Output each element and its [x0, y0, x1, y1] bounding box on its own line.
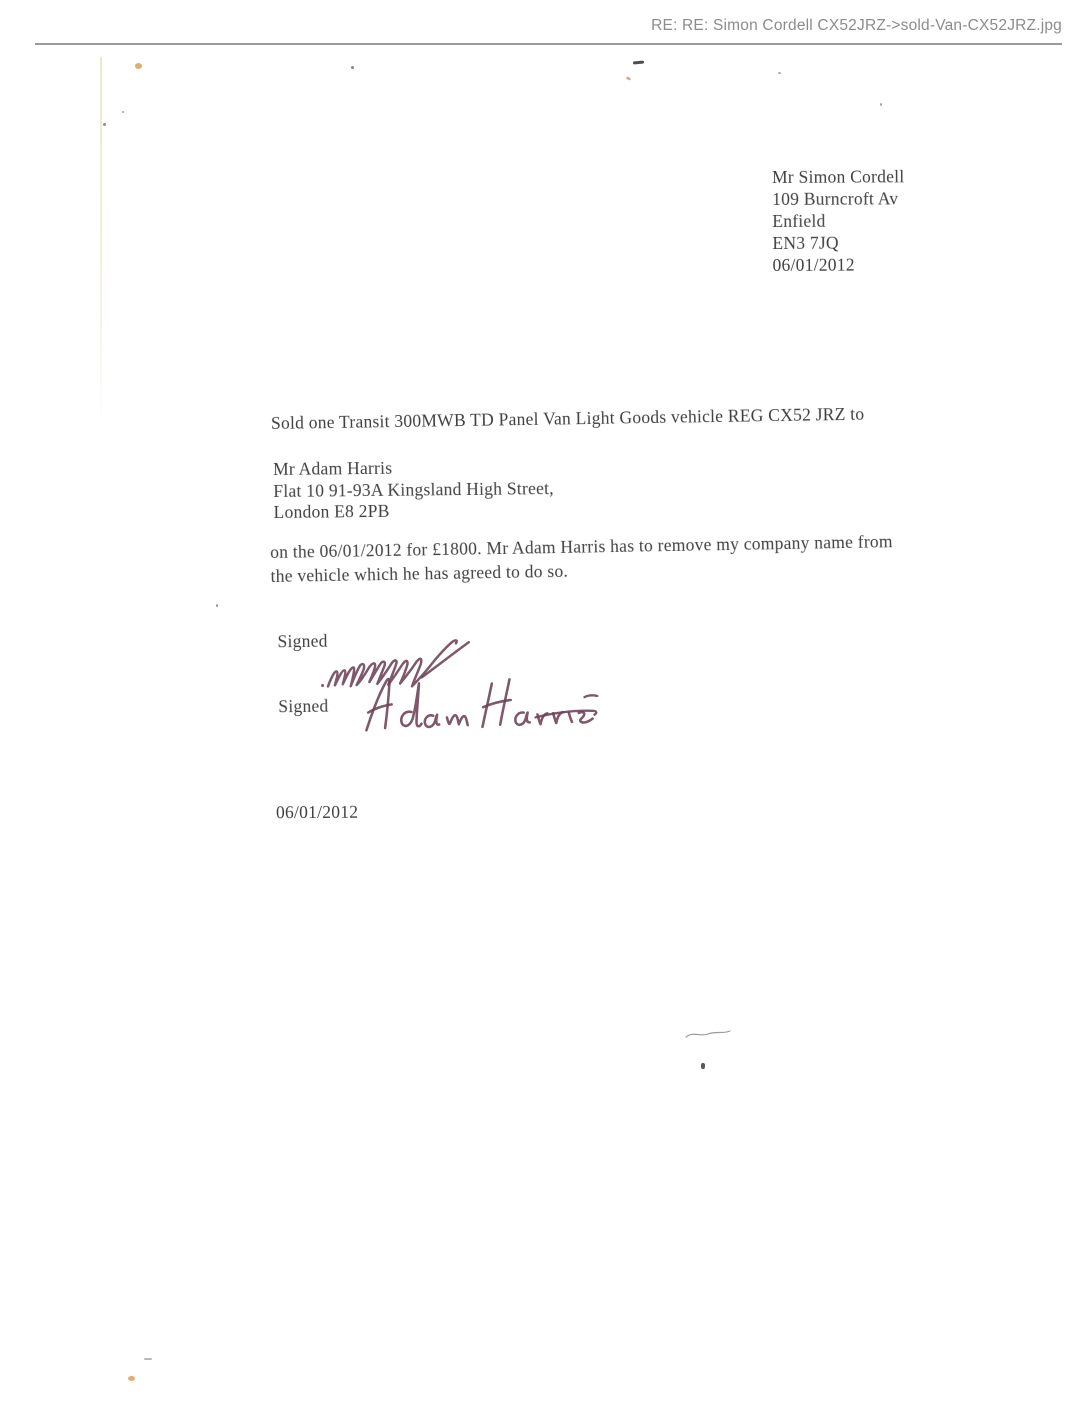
sender-postcode: EN3 7JQ — [772, 232, 839, 253]
recipient-name: Mr Adam Harris — [273, 457, 393, 479]
attachment-title: RE: RE: Simon Cordell CX52JRZ->sold-Van-CX52JRZ.jpg — [651, 17, 1062, 34]
signed-label-buyer: Signed — [278, 695, 329, 717]
sender-name: Mr Simon Cordell — [772, 166, 905, 187]
footer-date: 06/01/2012 — [275, 801, 359, 823]
sender-town: Enfield — [772, 210, 826, 231]
recipient-street: Flat 10 91-93A Kingsland High Street, — [273, 477, 554, 501]
signed-label-seller: Signed — [277, 630, 328, 652]
adam-harris-signature-handwriting — [354, 666, 601, 741]
body-line-2: the vehicle which he has agreed to do so. — [270, 560, 569, 586]
sender-street: 109 Burncroft Av — [772, 188, 899, 209]
sale-statement-line: Sold one Transit 300MWB TD Panel Van Light Goods vehicle REG CX52 JRZ to — [270, 403, 865, 433]
body-line-1: on the 06/01/2012 for £1800. Mr Adam Harris has to remove my company name from — [270, 531, 893, 562]
recipient-city: London E8 2PB — [273, 500, 390, 522]
sender-date: 06/01/2012 — [772, 254, 855, 275]
